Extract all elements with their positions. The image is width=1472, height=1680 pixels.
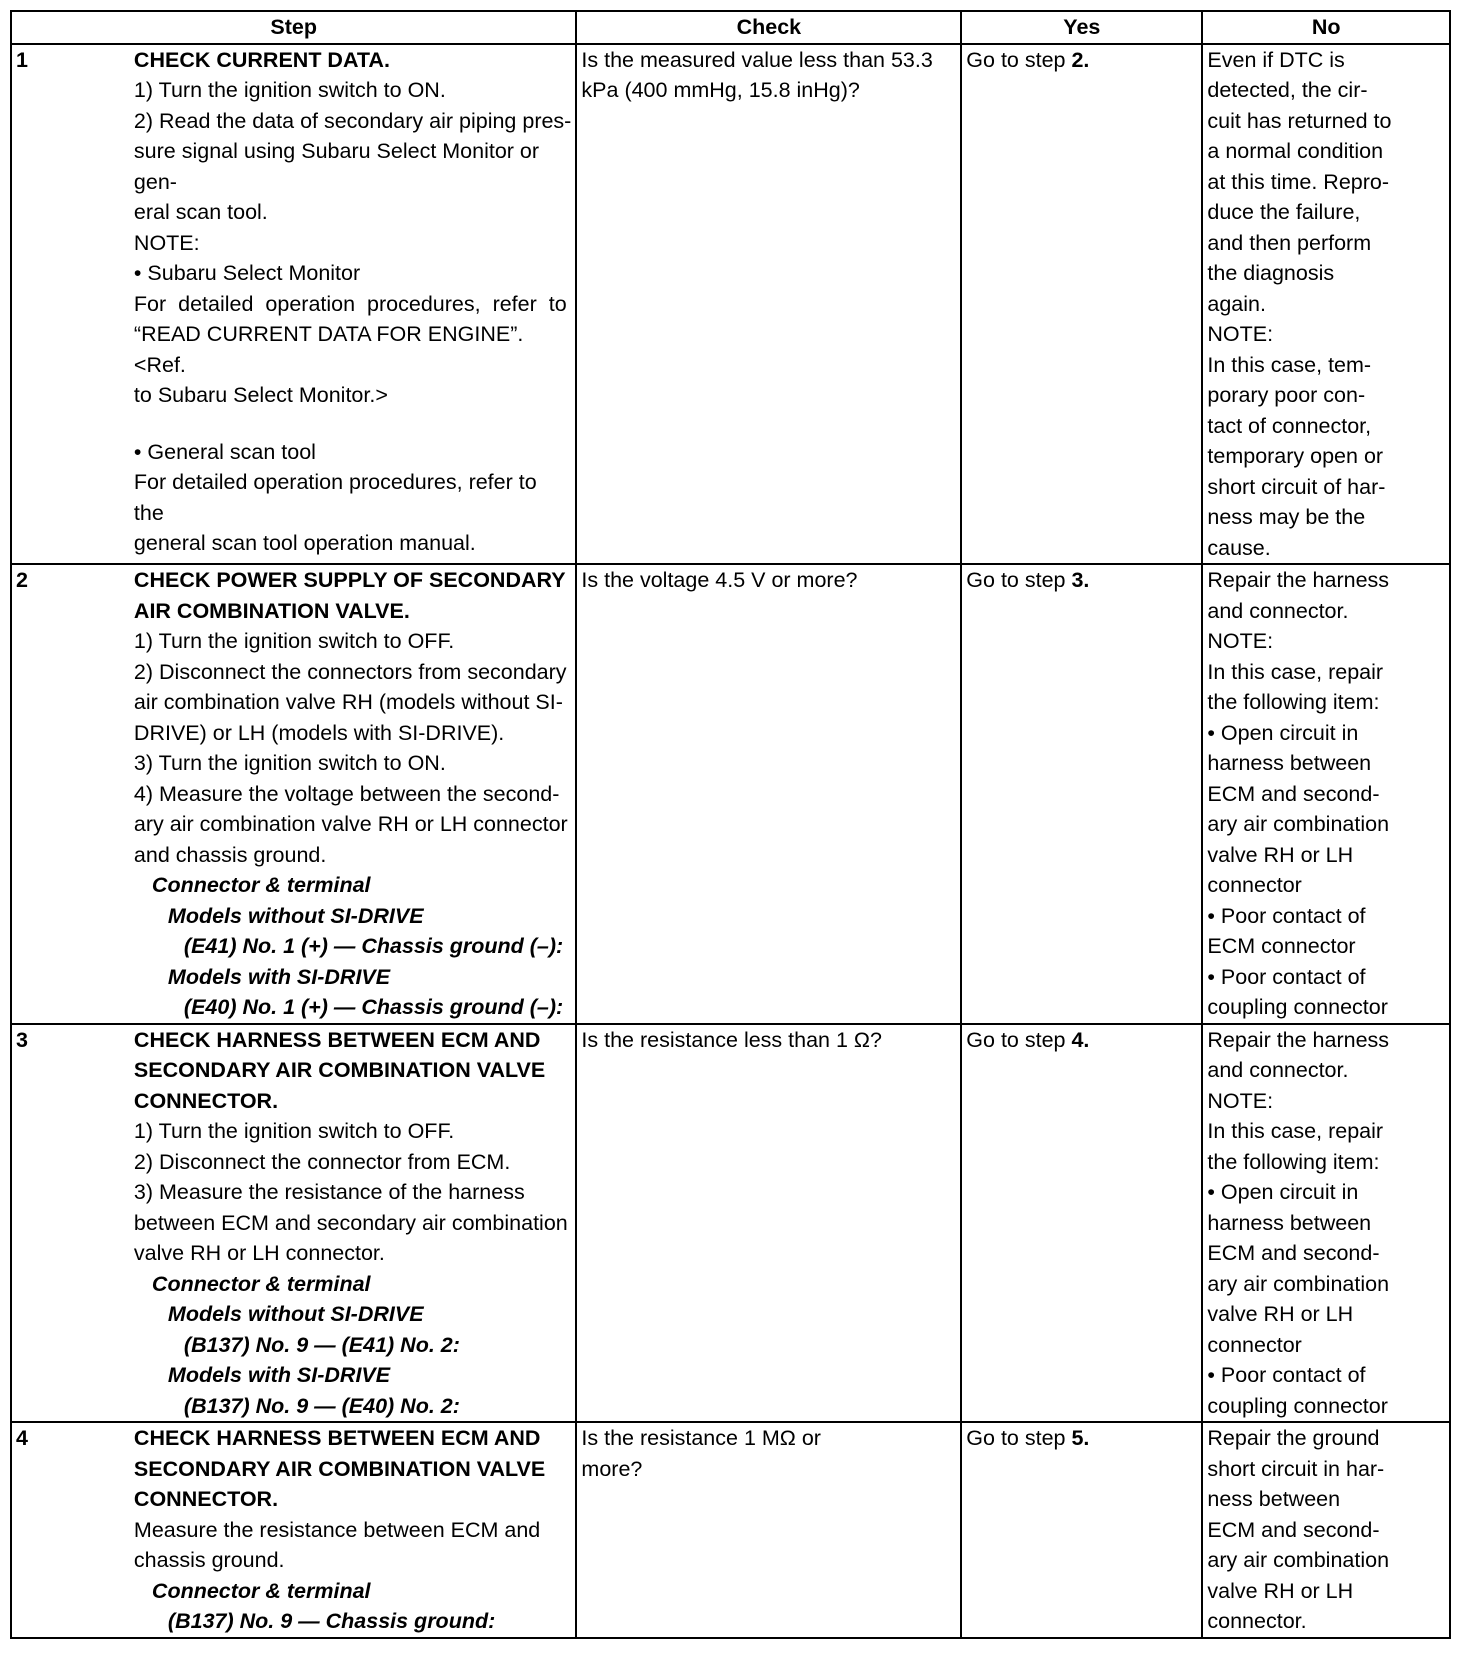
no-line: short circuit of har- <box>1207 474 1386 499</box>
spec-model: Models without SI-DRIVE <box>167 903 424 928</box>
no-line: cuit has returned to <box>1207 108 1392 133</box>
no-line: Even if DTC is <box>1207 47 1345 72</box>
spec-model: Models with SI-DRIVE <box>167 964 391 989</box>
no-line: • Poor contact of <box>1207 964 1366 989</box>
no-line: In this case, repair <box>1207 659 1384 684</box>
step-line: • General scan tool <box>133 439 316 464</box>
yes-prefix: Go to step <box>966 568 1072 592</box>
step-line: 2) Disconnect the connectors from secondary <box>133 659 567 684</box>
yes-step-link[interactable]: 3. <box>1071 568 1090 592</box>
step-line: 4) Measure the voltage between the second- <box>133 781 560 806</box>
spacer <box>134 411 572 437</box>
table-row <box>11 1422 1450 1638</box>
step-number: 2 <box>11 564 130 1024</box>
spec-heading: Connector & terminal <box>151 1271 371 1296</box>
no-line: connector <box>1207 873 1302 897</box>
step-title: AIR COMBINATION VALVE. <box>133 598 410 623</box>
no-line: harness between <box>1207 751 1372 775</box>
no-line: ary air combination <box>1207 1548 1390 1572</box>
no-line: again. <box>1207 291 1266 316</box>
step-title: CHECK CURRENT DATA. <box>133 47 390 72</box>
no-line: cause. <box>1207 535 1271 560</box>
no-line: In this case, tem- <box>1207 352 1372 377</box>
step-line: valve RH or LH connector. <box>133 1241 385 1265</box>
table-row <box>11 44 1450 565</box>
step-number: 4 <box>11 1422 130 1638</box>
no-cell <box>1202 564 1450 1024</box>
step-line: Measure the resistance between ECM and <box>133 1517 541 1542</box>
no-line: valve RH or LH <box>1207 1302 1354 1326</box>
step-number: 3 <box>11 1024 130 1423</box>
check-line: Is the resistance 1 MΩ or <box>581 1426 821 1450</box>
step-line: For detailed operation procedures, refer to the <box>133 470 537 525</box>
yes-cell <box>961 1422 1202 1638</box>
no-line: and then perform <box>1207 230 1372 255</box>
no-line: ECM connector <box>1207 934 1356 958</box>
step-line: between ECM and secondary air combination <box>133 1210 568 1235</box>
no-line: coupling connector <box>1207 1393 1388 1418</box>
step-line: For detailed operation procedures, refer to <box>133 291 567 316</box>
step-title: CHECK POWER SUPPLY OF SECONDARY <box>133 568 566 592</box>
yes-cell <box>961 564 1202 1024</box>
no-line: and connector. <box>1207 598 1349 623</box>
header-yes: Yes <box>961 11 1202 44</box>
no-line: coupling connector <box>1207 995 1388 1019</box>
step-line: DRIVE) or LH (models with SI-DRIVE). <box>133 720 505 745</box>
step-line: to Subaru Select Monitor.> <box>133 383 388 407</box>
no-cell <box>1202 44 1450 565</box>
no-line: detected, the cir- <box>1207 78 1368 102</box>
step-line: eral scan tool. <box>133 200 268 224</box>
step-number: 1 <box>11 44 130 565</box>
spec-model: Models with SI-DRIVE <box>167 1363 391 1387</box>
header-step: Step <box>11 11 576 44</box>
spec-terminal: (B137) No. 9 — (E40) No. 2: <box>183 1393 460 1418</box>
no-line: tact of connector, <box>1207 413 1372 438</box>
no-line: ECM and second- <box>1207 781 1380 806</box>
step-line: sure signal using Subaru Select Monitor or gen- <box>133 139 540 194</box>
no-line: • Open circuit in <box>1207 720 1359 745</box>
note-label: NOTE: <box>1207 629 1274 653</box>
step-line: 3) Turn the ignition switch to ON. <box>133 751 446 775</box>
step-line: chassis ground. <box>133 1548 285 1572</box>
no-cell <box>1202 1422 1450 1638</box>
step-line: 1) Turn the ignition switch to OFF. <box>133 1119 455 1143</box>
spec-heading: Connector & terminal <box>151 873 371 897</box>
step-cell <box>130 1422 577 1638</box>
step-title: CHECK HARNESS BETWEEN ECM AND <box>133 1426 541 1450</box>
spec-terminal: (E40) No. 1 (+) — Chassis ground (–): <box>183 995 564 1019</box>
yes-step-link[interactable]: 4. <box>1071 1027 1090 1052</box>
no-line: Repair the ground <box>1207 1426 1380 1450</box>
no-line: and connector. <box>1207 1058 1349 1082</box>
no-cell <box>1202 1024 1450 1423</box>
step-line: 2) Read the data of secondary air piping pres- <box>133 108 572 133</box>
no-line: ECM and second- <box>1207 1517 1380 1542</box>
no-line: connector <box>1207 1332 1302 1357</box>
step-line: • Subaru Select Monitor <box>133 261 361 285</box>
step-line: general scan tool operation manual. <box>133 531 476 555</box>
no-line: ness may be the <box>1207 505 1366 529</box>
check-cell: Is the resistance less than 1 Ω? <box>576 1024 961 1423</box>
check-cell <box>576 1422 961 1638</box>
no-line: valve RH or LH <box>1207 1578 1354 1603</box>
no-line: Repair the harness <box>1207 1027 1390 1052</box>
step-line: “READ CURRENT DATA FOR ENGINE”. <Ref. <box>133 322 524 377</box>
table-row <box>11 564 1450 1024</box>
step-cell <box>130 44 577 565</box>
step-title: CHECK HARNESS BETWEEN ECM AND <box>133 1027 541 1052</box>
check-line: more? <box>581 1456 643 1481</box>
no-line: duce the failure, <box>1207 200 1361 224</box>
no-line: • Open circuit in <box>1207 1180 1359 1204</box>
yes-prefix: Go to step <box>966 1027 1072 1052</box>
check-cell: Is the measured value less than 53.3 kPa (400 mmHg, 15.8 inHg)? <box>576 44 961 565</box>
step-line: 3) Measure the resistance of the harness <box>133 1180 525 1204</box>
yes-step-link[interactable]: 2. <box>1071 47 1090 72</box>
no-line: connector. <box>1207 1609 1307 1633</box>
header-no: No <box>1202 11 1450 44</box>
yes-prefix: Go to step <box>966 1426 1072 1450</box>
no-line: • Poor contact of <box>1207 903 1366 928</box>
spec-terminal: (E41) No. 1 (+) — Chassis ground (–): <box>183 934 564 958</box>
note-label: NOTE: <box>133 230 200 255</box>
no-line: a normal condition <box>1207 139 1384 163</box>
no-line: • Poor contact of <box>1207 1363 1366 1387</box>
spec-heading: Connector & terminal <box>151 1578 371 1603</box>
no-line: porary poor con- <box>1207 383 1366 407</box>
note-label: NOTE: <box>1207 322 1274 346</box>
no-line: at this time. Repro- <box>1207 169 1390 194</box>
step-title: SECONDARY AIR COMBINATION VALVE <box>133 1456 546 1481</box>
yes-step-link[interactable]: 5. <box>1071 1426 1090 1450</box>
no-line: ary air combination <box>1207 1271 1390 1296</box>
no-line: ary air combination <box>1207 812 1390 836</box>
header-row <box>11 11 1450 44</box>
table-row <box>11 1024 1450 1423</box>
step-title: CONNECTOR. <box>133 1487 279 1511</box>
no-line: the following item: <box>1207 690 1380 714</box>
step-line: 1) Turn the ignition switch to ON. <box>133 78 446 102</box>
no-line: the following item: <box>1207 1149 1380 1174</box>
note-label: NOTE: <box>1207 1088 1274 1113</box>
step-title: CONNECTOR. <box>133 1088 279 1113</box>
no-line: In this case, repair <box>1207 1119 1384 1143</box>
no-line: temporary open or <box>1207 444 1384 468</box>
no-line: valve RH or LH <box>1207 842 1354 867</box>
step-line: 1) Turn the ignition switch to OFF. <box>133 629 455 653</box>
step-cell <box>130 564 577 1024</box>
yes-prefix: Go to step <box>966 47 1072 72</box>
step-cell <box>130 1024 577 1423</box>
spec-terminal: (B137) No. 9 — Chassis ground: <box>167 1609 496 1633</box>
no-line: harness between <box>1207 1210 1372 1235</box>
step-line: air combination valve RH (models without SI- <box>133 690 563 714</box>
no-line: short circuit in har- <box>1207 1456 1385 1481</box>
no-line: the diagnosis <box>1207 261 1335 285</box>
yes-cell <box>961 44 1202 565</box>
no-line: Repair the harness <box>1207 568 1390 592</box>
header-check: Check <box>576 11 961 44</box>
step-title: SECONDARY AIR COMBINATION VALVE <box>133 1058 546 1082</box>
yes-cell <box>961 1024 1202 1423</box>
step-line: 2) Disconnect the connector from ECM. <box>133 1149 511 1174</box>
check-cell: Is the voltage 4.5 V or more? <box>576 564 961 1024</box>
spec-terminal: (B137) No. 9 — (E41) No. 2: <box>183 1332 460 1357</box>
step-line: and chassis ground. <box>133 842 327 867</box>
no-line: ness between <box>1207 1487 1341 1511</box>
diagnostic-table <box>10 10 1451 1639</box>
step-line: ary air combination valve RH or LH connector <box>133 812 568 836</box>
no-line: ECM and second- <box>1207 1241 1380 1265</box>
spec-model: Models without SI-DRIVE <box>167 1302 424 1326</box>
